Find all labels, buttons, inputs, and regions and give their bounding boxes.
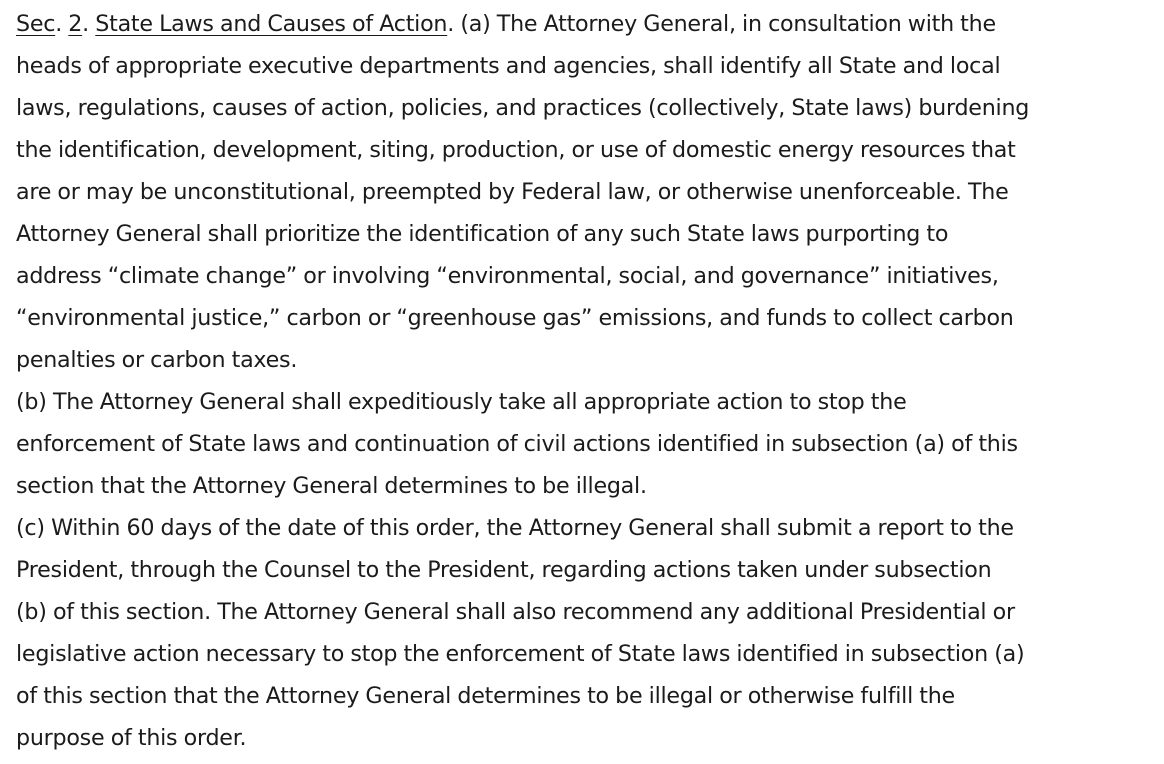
text-line: legislative action necessary to stop the enforcement of State laws identified in subsection (a): [16, 641, 1025, 667]
text-line: (b) of this section. The Attorney General shall also recommend any additional Presidential or: [16, 599, 1015, 625]
section-label: Sec: [16, 11, 56, 37]
section-number-dot: .: [82, 11, 96, 37]
text-line: [16, 3, 1148, 45]
text-line: of this section that the Attorney General determines to be illegal or otherwise fulfill the: [16, 683, 955, 709]
text-line: “environmental justice,” carbon or “greenhouse gas” emissions, and funds to collect carbon: [16, 305, 1014, 331]
subsection-c-text: (c) Within 60 days of the date of this order, the Attorney General shall submit a report to the: [16, 515, 1014, 541]
subsection-a-text: (a) The Attorney General, in consultation with the: [460, 11, 996, 37]
section-label-dot: .: [55, 11, 69, 37]
text-line: the identification, development, siting, production, or use of domestic energy resources that: [16, 137, 1016, 163]
text-line: laws, regulations, causes of action, policies, and practices (collectively, State laws) burdening: [16, 95, 1030, 121]
text-line: address “climate change” or involving “environmental, social, and governance” initiatives,: [16, 263, 999, 289]
text-line: are or may be unconstitutional, preempted by Federal law, or otherwise unenforceable. The: [16, 179, 1009, 205]
text-line: Attorney General shall prioritize the identification of any such State laws purporting to: [16, 221, 949, 247]
text-line: President, through the Counsel to the President, regarding actions taken under subsection: [16, 557, 992, 583]
text-line: section that the Attorney General determines to be illegal.: [16, 473, 647, 499]
section-title: State Laws and Causes of Action: [95, 11, 448, 37]
section-title-dot: .: [447, 11, 461, 37]
text-line: penalties or carbon taxes.: [16, 347, 298, 373]
text-line: enforcement of State laws and continuation of civil actions identified in subsection (a) of this: [16, 431, 1018, 457]
subsection-b-text: (b) The Attorney General shall expeditiously take all appropriate action to stop the: [16, 389, 907, 415]
text-line: purpose of this order.: [16, 725, 247, 751]
text-line: heads of appropriate executive departments and agencies, shall identify all State and local: [16, 53, 1001, 79]
section-number: 2: [68, 11, 83, 37]
